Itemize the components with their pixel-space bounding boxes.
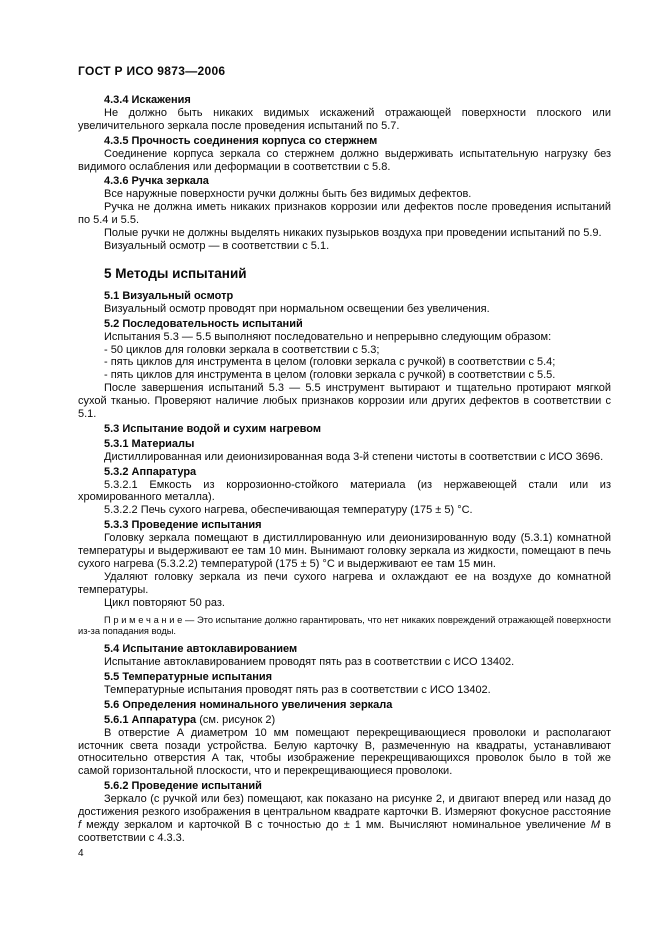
paragraph: Удаляют головку зеркала из печи сухого нагрева и охлаждают ее на воздухе до комнатной температуры.	[78, 570, 611, 596]
section-heading: 4.3.5 Прочность соединения корпуса со стержнем	[104, 134, 378, 147]
section-heading: 5.3.2 Аппаратура	[104, 465, 197, 478]
section-heading: 5.3 Испытание водой и сухим нагревом	[104, 422, 321, 435]
section-heading: 5.1 Визуальный осмотр	[104, 289, 234, 302]
section-heading: 4.3.6 Ручка зеркала	[104, 175, 209, 188]
page-number: 4	[78, 848, 84, 859]
paragraph: Испытание автоклавированием проводят пять раз в соответствии с ИСО 13402.	[104, 656, 515, 669]
running-header: ГОСТ Р ИСО 9873—2006	[78, 64, 226, 78]
paragraph: Полые ручки не должны выделять никаких пузырьков воздуха при проведении испытаний по 5.9.	[104, 227, 602, 240]
paragraph: Головку зеркала помещают в дистиллированную или деионизированную воду (5.3.1) комнатной температуры и выдерживают ее там 10 мин. Вынимают головку зеркала из жидкости, помещают в печь сухого нагрева (5.3.2.2) температурой (175 ± 5) °С и выдерживают ее там 15 мин.	[78, 532, 611, 570]
paragraph: Визуальный осмотр проводят при нормальном освещении без увеличения.	[104, 302, 490, 315]
paragraph: Визуальный осмотр — в соответствии с 5.1.	[104, 239, 330, 252]
paragraph: Все наружные поверхности ручки должны быть без видимых дефектов.	[104, 188, 472, 201]
section-heading: 5.3.1 Материалы	[104, 437, 195, 450]
paragraph: Ручка не должна иметь никаких признаков коррозии или дефектов после проведения испытаний по 5.4 и 5.5.	[78, 201, 611, 227]
paragraph: Испытания 5.3 — 5.5 выполняют последовательно и непрерывно следующим образом:	[104, 330, 552, 343]
section-heading	[104, 714, 611, 727]
paragraph: 5.3.2.1 Емкость из коррозионно-стойкого материала (из нержавеющей стали или из хромированного металла).	[78, 478, 611, 504]
paragraph: Дистиллированная или деионизированная вода 3-й степени чистоты в соответствии с ИСО 3696.	[104, 450, 604, 463]
section-heading: 5.3.3 Проведение испытания	[104, 519, 262, 532]
doc-content	[78, 92, 611, 845]
text-run: между зеркалом и карточкой В с точностью до ± 1 мм. Вычисляют номинальное увеличение	[81, 819, 591, 831]
section-heading: 4.3.4 Искажения	[104, 94, 191, 106]
section-heading: 5.6 Определения номинального увеличения зеркала	[104, 698, 393, 711]
paragraph: Цикл повторяют 50 раз.	[104, 596, 225, 609]
paragraph: Соединение корпуса зеркала со стержнем должно выдерживать испытательную нагрузку без видимого ослабления или деформации в соответствии с 5.8.	[78, 147, 611, 173]
section-heading: 5.5 Температурные испытания	[104, 671, 273, 684]
paragraph: После завершения испытаний 5.3 — 5.5 инструмент вытирают и тщательно протирают мягкой сухой тканью. Проверяют наличие любых признаков коррозии или других дефектов в соответствии с 5.1.	[78, 382, 611, 421]
section-heading: 5.4 Испытание автоклавированием	[104, 643, 298, 656]
note-paragraph: П р и м е ч а н и е — Это испытание должно гарантировать, что нет никаких повреждений отражающей поверхности из-за попадания воды.	[78, 614, 611, 636]
paragraph: 5.3.2.2 Печь сухого нагрева, обеспечивающая температуру (175 ± 5) °С.	[104, 504, 473, 517]
paragraph: - пять циклов для инструмента в целом (головки зеркала с ручкой) в соответствии с 5.4;	[104, 356, 556, 369]
text-run: f	[78, 819, 82, 831]
paragraph: - пять циклов для инструмента в целом (головки зеркала с ручкой) в соответствии с 5.5.	[104, 369, 556, 382]
paragraph: Температурные испытания проводят пять раз в соответствии с ИСО 13402.	[104, 683, 491, 696]
text-run: в соответствии с 4.3.3.	[78, 819, 611, 844]
text-run: М	[590, 819, 601, 831]
text-run: Зеркало (с ручкой или без) помещают, как показано на рисунке 2, и двигают вперед или назад до достижения резкого изображения в центральном квадрате карточки В. Измеряют фокусное расстояние	[78, 793, 611, 819]
text-run: 5.6.1 Аппаратура	[104, 713, 200, 726]
paragraph: В отверстие А диаметром 10 мм помещают перекрещивающиеся проволоки и располагают источник света позади устройства. Белую карточку В, размеченную на квадраты, устанавливают относительно отверстия А так, чтобы изображение перекрещивающихся проволок было в той же самой горизонтальной плоскости, что и перекрещивающиеся проволоки.	[78, 726, 611, 778]
section-heading: 5.2 Последовательность испытаний	[104, 317, 303, 330]
section-heading: 5.6.2 Проведение испытаний	[104, 780, 262, 793]
text-run: (см. рисунок 2)	[199, 713, 276, 726]
paragraph: Не должно быть никаких видимых искажений отражающей поверхности плоского или увеличительного зеркала после проведения испытаний по 5.7.	[78, 106, 611, 132]
paragraph	[78, 793, 611, 845]
chapter-heading: 5 Методы испытаний	[104, 265, 247, 281]
paragraph: - 50 циклов для головки зеркала в соответствии с 5.3;	[104, 343, 380, 356]
